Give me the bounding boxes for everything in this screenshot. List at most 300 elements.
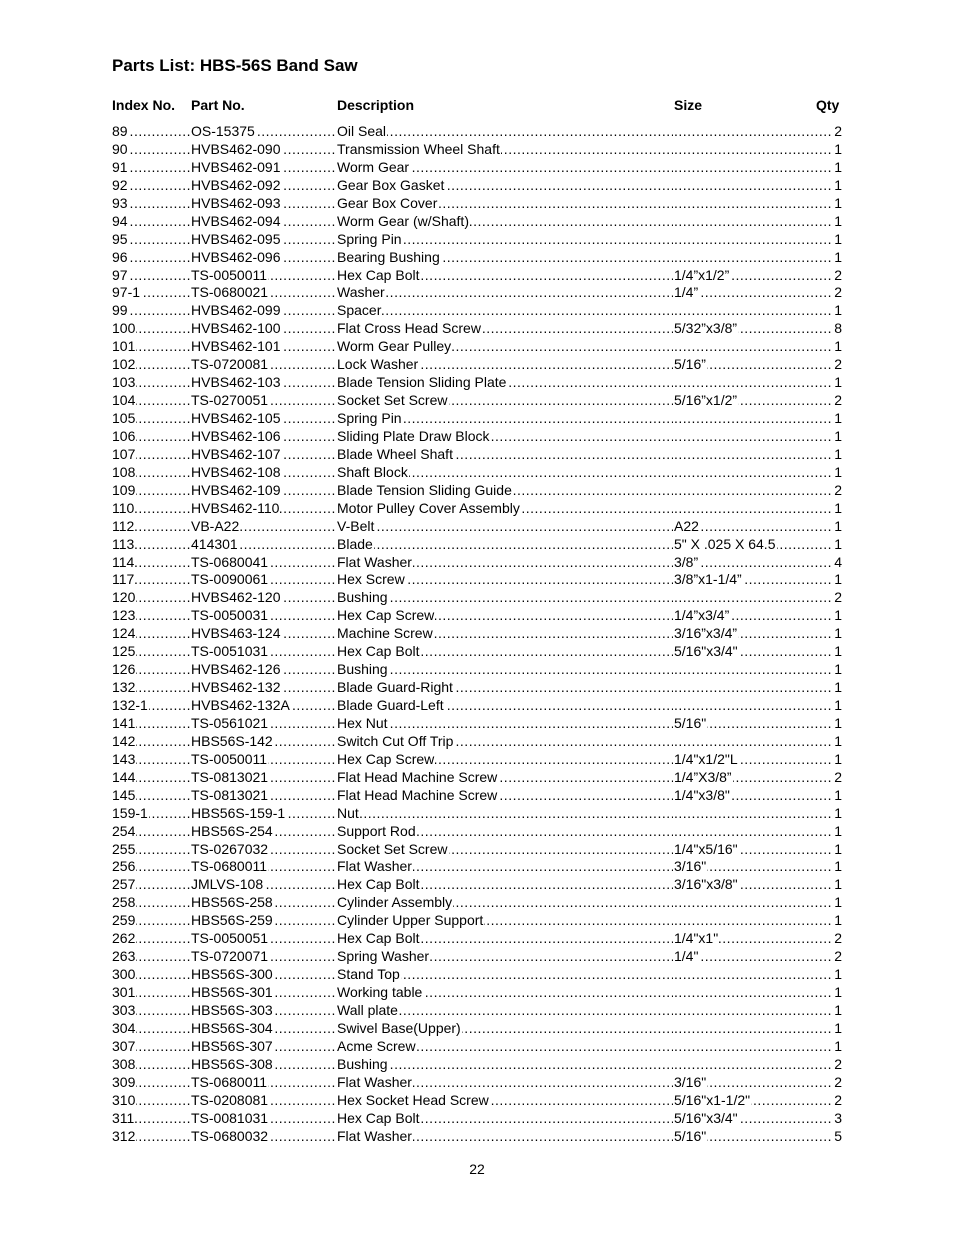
part-number-cell: HVBS462-094 (191, 212, 281, 229)
qty-cell: 1 (834, 176, 842, 193)
index-cell: 113 (112, 535, 135, 552)
part-number-cell: HVBS462-090 (191, 140, 281, 157)
index-cell: 303 (112, 1001, 136, 1018)
part-number-cell: HVBS462-099 (191, 302, 281, 319)
description-cell: Motor Pulley Cover Assembly (337, 499, 520, 516)
index-cell: 259 (112, 912, 136, 929)
qty-cell: 2 (834, 1055, 842, 1072)
description-cell: Support Rod (337, 822, 416, 839)
part-number-cell: HVBS462-109 (191, 481, 281, 498)
qty-cell: 2 (834, 266, 842, 283)
part-number-cell: TS-0267032 (191, 840, 269, 857)
part-number-cell: HVBS462-093 (191, 194, 281, 211)
table-row (112, 1092, 842, 1110)
description-cell: Blade Tension Sliding Guide (337, 481, 512, 498)
size-cell: 3/16”x3/4” (674, 625, 738, 642)
description-cell: Hex Nut (337, 714, 388, 731)
qty-cell: 1 (834, 248, 842, 265)
table-row (112, 715, 842, 733)
table-row (112, 464, 842, 482)
table-row (112, 500, 842, 518)
part-number-cell: HVBS462-120 (191, 589, 281, 606)
part-number-cell: HBS56S-304 (191, 1019, 273, 1036)
index-cell: 255 (112, 840, 136, 857)
part-number-cell: TS-0680032 (191, 1127, 269, 1144)
table-row (112, 141, 842, 159)
table-row (112, 1110, 842, 1128)
index-cell: 256 (112, 858, 136, 875)
qty-cell: 3 (834, 1109, 842, 1126)
part-number-cell: HVBS462-110 (191, 499, 280, 516)
description-cell: Bushing (337, 661, 388, 678)
size-cell: 1/4" (674, 948, 699, 965)
size-cell (674, 984, 675, 1000)
table-row (112, 912, 842, 930)
part-number-cell: TS-0081031 (191, 1109, 269, 1126)
size-cell (674, 912, 675, 928)
description-cell: Shaft Block (337, 463, 408, 480)
index-cell: 308 (112, 1055, 136, 1072)
index-cell: 92 (112, 176, 128, 193)
header-index: Index No. (112, 97, 176, 113)
size-cell: 5/16"x3/4" (674, 643, 738, 660)
qty-cell: 1 (834, 445, 842, 462)
description-cell: Flat Washer (337, 1127, 412, 1144)
part-number-cell: HVBS462-126 (191, 661, 281, 678)
index-cell: 311 (112, 1109, 135, 1126)
table-row (112, 302, 842, 320)
header-part: Part No. (191, 97, 245, 113)
size-cell: 5/16" (674, 1127, 707, 1144)
size-cell: 5" X .025 X 64.5 (674, 535, 776, 552)
size-cell: 3/16" (674, 858, 707, 875)
qty-cell: 2 (834, 1073, 842, 1090)
description-cell: Hex Cap Screw (337, 607, 435, 624)
header-description: Description (337, 97, 415, 113)
qty-cell: 1 (834, 966, 842, 983)
table-row (112, 482, 842, 500)
part-number-cell: HVBS462-091 (191, 158, 281, 175)
table-row (112, 751, 842, 769)
qty-cell: 2 (834, 123, 842, 139)
description-cell: Sliding Plate Draw Block (337, 427, 490, 444)
part-number-cell: TS-0561021 (191, 714, 269, 731)
qty-cell: 2 (834, 356, 842, 373)
size-cell: 1/4”x3/4” (674, 607, 730, 624)
page-number: 22 (469, 1161, 485, 1177)
part-number-cell: TS-0680041 (191, 553, 269, 570)
description-cell: Bearing Bushing (337, 248, 440, 265)
table-row (112, 1074, 842, 1092)
index-cell: 94 (112, 212, 128, 229)
size-cell (674, 141, 675, 157)
part-number-cell: HBS56S-300 (191, 966, 273, 983)
description-cell: Flat Washer (337, 553, 412, 570)
description-cell: Worm Gear (w/Shaft) (337, 212, 469, 229)
size-cell: 1/4"x1/2"L (674, 750, 738, 767)
part-number-cell: HVBS462-096 (191, 248, 281, 265)
qty-cell: 1 (834, 697, 842, 713)
index-cell: 310 (112, 1091, 136, 1108)
qty-cell: 1 (834, 912, 842, 929)
qty-cell: 1 (834, 410, 842, 426)
index-cell: 124 (112, 625, 136, 642)
size-cell (674, 231, 675, 247)
table-row (112, 123, 842, 141)
header-size: Size (674, 97, 703, 113)
qty-cell: 1 (834, 1019, 842, 1036)
size-cell (674, 482, 675, 498)
qty-cell: 2 (834, 1091, 842, 1108)
table-row (112, 625, 842, 643)
index-cell: 120 (112, 589, 136, 606)
description-cell: Flat Cross Head Screw (337, 320, 481, 337)
size-cell (674, 679, 675, 695)
table-row (112, 805, 842, 823)
qty-cell: 1 (834, 661, 842, 678)
qty-cell: 8 (834, 320, 842, 337)
part-number-cell: TS-0680011 (191, 858, 268, 875)
table-row (112, 231, 842, 249)
description-cell: Cylinder Upper Support (337, 912, 484, 929)
size-cell (674, 1002, 675, 1018)
size-cell: 5/16"x3/4" (674, 1109, 738, 1126)
table-row (112, 948, 842, 966)
table-row (112, 374, 842, 392)
index-cell: 110 (112, 499, 135, 516)
table-row (112, 894, 842, 912)
size-cell (674, 123, 675, 139)
part-number-cell: TS-0813021 (191, 768, 269, 785)
table-row (112, 607, 842, 625)
size-cell (674, 464, 675, 480)
part-number-cell: HVBS462-100 (191, 320, 281, 337)
size-cell (674, 1020, 675, 1036)
description-cell: Flat Head Machine Screw (337, 786, 498, 803)
part-number-cell: TS-0051031 (191, 643, 269, 660)
qty-cell: 1 (834, 984, 842, 1000)
index-cell: 301 (112, 984, 136, 1000)
part-number-cell: TS-0720071 (191, 948, 269, 965)
size-cell (674, 302, 675, 318)
size-cell (674, 589, 675, 605)
table-row (112, 1020, 842, 1038)
table-row (112, 213, 842, 231)
table-row (112, 267, 842, 285)
part-number-cell: TS-0720081 (191, 356, 269, 373)
part-number-cell: TS-0208081 (191, 1091, 269, 1108)
qty-cell: 1 (834, 194, 842, 211)
size-cell (674, 428, 675, 444)
table-row (112, 159, 842, 177)
index-cell: 132 (112, 679, 136, 696)
size-cell: 5/16” (674, 356, 706, 373)
index-cell: 117 (112, 571, 135, 588)
table-row (112, 195, 842, 213)
description-cell: Spring Pin (337, 230, 402, 247)
table-row (112, 841, 842, 859)
part-number-cell: 414301 (191, 535, 238, 552)
index-cell: 145 (112, 786, 136, 803)
size-cell (674, 338, 675, 354)
part-number-cell: HVBS462-092 (191, 176, 281, 193)
index-cell: 125 (112, 643, 136, 660)
index-cell: 95 (112, 230, 128, 247)
size-cell (674, 1038, 675, 1054)
table-row (112, 966, 842, 984)
qty-cell: 1 (834, 607, 842, 624)
qty-cell: 1 (834, 732, 842, 749)
part-number-cell: HVBS462-095 (191, 230, 281, 247)
qty-cell: 1 (834, 140, 842, 157)
description-cell: Working table (337, 984, 423, 1000)
qty-cell: 2 (834, 930, 842, 947)
table-row (112, 554, 842, 572)
qty-cell: 2 (834, 768, 842, 785)
description-cell: Spacer (337, 302, 382, 319)
table-row (112, 679, 842, 697)
table-row (112, 930, 842, 948)
description-cell: Hex Screw (337, 571, 405, 588)
index-cell: 132-1 (112, 697, 148, 713)
index-cell: 91 (112, 158, 128, 175)
header-qty: Qty (816, 97, 840, 113)
size-cell (674, 159, 675, 175)
part-number-cell: OS-15375 (191, 123, 255, 139)
index-cell: 97 (112, 266, 128, 283)
index-cell: 97-1 (112, 284, 141, 301)
qty-cell: 1 (834, 1001, 842, 1018)
index-cell: 142 (112, 732, 136, 749)
page-title: Parts List: HBS-56S Band Saw (112, 56, 358, 75)
size-cell (674, 500, 675, 516)
table-row (112, 446, 842, 464)
description-cell: Blade Guard-Left (337, 697, 444, 713)
description-cell: Acme Screw (337, 1037, 416, 1054)
index-cell: 141 (112, 714, 136, 731)
size-cell (674, 374, 675, 390)
size-cell: A22 (674, 517, 699, 534)
index-cell: 123 (112, 607, 136, 624)
size-cell: 1/4"x3/8" (674, 786, 730, 803)
qty-cell: 1 (834, 894, 842, 911)
index-cell: 112 (112, 517, 135, 534)
index-cell: 114 (112, 553, 135, 570)
table-row (112, 410, 842, 428)
table-row (112, 320, 842, 338)
index-cell: 257 (112, 876, 136, 893)
index-cell: 254 (112, 822, 136, 839)
size-cell: 1/4”x1/2” (674, 266, 730, 283)
part-number-cell: TS-0680011 (191, 1073, 268, 1090)
index-cell: 108 (112, 463, 136, 480)
index-cell: 300 (112, 966, 136, 983)
index-cell: 101 (112, 338, 136, 355)
part-number-cell: HBS56S-301 (191, 984, 273, 1000)
table-row (112, 769, 842, 787)
part-number-cell: HBS56S-259 (191, 912, 273, 929)
description-cell: Socket Set Screw (337, 392, 448, 409)
index-cell: 93 (112, 194, 128, 211)
qty-cell: 1 (834, 374, 842, 391)
index-cell: 304 (112, 1019, 136, 1036)
qty-cell: 5 (834, 1127, 842, 1144)
description-cell: Gear Box Gasket (337, 176, 445, 193)
qty-cell: 2 (834, 284, 842, 301)
qty-cell: 1 (834, 499, 842, 516)
size-cell: 3/8” (674, 553, 699, 570)
index-cell: 105 (112, 410, 136, 426)
qty-cell: 1 (834, 876, 842, 893)
size-cell: 3/8”x1-1/4” (674, 571, 742, 588)
table-row (112, 823, 842, 841)
part-number-cell: HVBS462-107 (191, 445, 281, 462)
qty-cell: 1 (834, 786, 842, 803)
table-row (112, 787, 842, 805)
part-number-cell: TS-0050011 (191, 266, 268, 283)
size-cell (674, 823, 675, 839)
size-cell: 3/16"x3/8" (674, 876, 738, 893)
part-number-cell: HVBS462-101 (191, 338, 281, 355)
description-cell: Washer (337, 284, 385, 301)
part-number-cell: HBS56S-254 (191, 822, 273, 839)
table-row (112, 518, 842, 536)
table-row (112, 284, 842, 302)
size-cell (674, 213, 675, 229)
part-number-cell: HBS56S-308 (191, 1055, 273, 1072)
table-row (112, 1128, 842, 1146)
index-cell: 309 (112, 1073, 136, 1090)
description-cell: Flat Washer (337, 858, 412, 875)
description-cell: Hex Cap Bolt (337, 930, 420, 947)
description-cell: Hex Cap Bolt (337, 266, 420, 283)
index-cell: 89 (112, 123, 128, 139)
part-number-cell: HVBS463-124 (191, 625, 281, 642)
description-cell: Blade Wheel Shaft (337, 445, 453, 462)
size-cell (674, 697, 675, 713)
part-number-cell: TS-0050011 (191, 750, 268, 767)
table-row (112, 1038, 842, 1056)
table-row (112, 589, 842, 607)
index-cell: 102 (112, 356, 136, 373)
description-cell: Flat Washer (337, 1073, 412, 1090)
qty-cell: 1 (834, 427, 842, 444)
table-row (112, 643, 842, 661)
qty-cell: 1 (834, 158, 842, 175)
index-cell: 144 (112, 768, 136, 785)
qty-cell: 1 (834, 750, 842, 767)
index-cell: 96 (112, 248, 128, 265)
description-cell: Spring Pin (337, 410, 402, 426)
part-number-cell: HVBS462-105 (191, 410, 281, 426)
size-cell (674, 195, 675, 211)
qty-cell: 1 (834, 571, 842, 588)
qty-cell: 1 (834, 840, 842, 857)
description-cell: Bushing (337, 589, 388, 606)
table-row (112, 733, 842, 751)
size-cell (674, 410, 675, 426)
qty-cell: 1 (834, 230, 842, 247)
part-number-cell: TS-0050051 (191, 930, 269, 947)
table-row (112, 697, 842, 715)
description-cell: Stand Top (337, 966, 400, 983)
part-number-cell: HVBS462-106 (191, 427, 281, 444)
size-cell: 1/4"x1" (674, 930, 719, 947)
description-cell: Hex Cap Bolt (337, 876, 420, 893)
part-number-cell: HBS56S-159-1 (191, 804, 286, 821)
index-cell: 104 (112, 392, 136, 409)
description-cell: Gear Box Cover (337, 194, 438, 211)
description-cell: Wall plate (337, 1001, 398, 1018)
description-cell: Machine Screw (337, 625, 433, 642)
table-row (112, 876, 842, 894)
qty-cell: 2 (834, 392, 842, 409)
description-cell: Flat Head Machine Screw (337, 768, 498, 785)
part-number-cell: HVBS462-132 (191, 679, 281, 696)
qty-cell: 1 (834, 212, 842, 229)
index-cell: 126 (112, 661, 136, 678)
part-number-cell: HVBS462-132A (191, 697, 290, 713)
index-cell: 263 (112, 948, 136, 965)
size-cell (674, 733, 675, 749)
part-number-cell: HVBS462-108 (191, 463, 281, 480)
description-cell: Nut (337, 804, 359, 821)
table-row (112, 338, 842, 356)
part-number-cell: TS-0680021 (191, 284, 269, 301)
index-cell: 159-1 (112, 804, 148, 821)
table-row (112, 536, 842, 554)
size-cell: 1/4” (674, 284, 699, 301)
qty-cell: 1 (834, 679, 842, 696)
index-cell: 312 (112, 1127, 136, 1144)
table-row (112, 858, 842, 876)
size-cell (674, 805, 675, 821)
description-cell: Worm Gear Pulley (337, 338, 452, 355)
size-cell: 5/16"x1-1/2" (674, 1091, 751, 1108)
description-cell: Hex Socket Head Screw (337, 1091, 489, 1108)
part-number-cell: HBS56S-307 (191, 1037, 273, 1054)
qty-cell: 1 (834, 535, 842, 552)
table-row (112, 571, 842, 589)
size-cell: 1/4"x5/16" (674, 840, 738, 857)
part-number-cell: HBS56S-258 (191, 894, 273, 911)
size-cell: 5/16" (674, 714, 707, 731)
index-cell: 106 (112, 427, 136, 444)
part-number-cell: TS-0050031 (191, 607, 269, 624)
index-cell: 262 (112, 930, 136, 947)
table-row (112, 428, 842, 446)
description-cell: Swivel Base(Upper) (337, 1019, 461, 1036)
size-cell: 3/16" (674, 1073, 707, 1090)
table-row (112, 984, 842, 1002)
table-row (112, 661, 842, 679)
size-cell: 5/16”x1/2” (674, 392, 738, 409)
index-cell: 109 (112, 481, 136, 498)
description-cell: Switch Cut Off Trip (337, 732, 454, 749)
description-cell: Lock Washer (337, 356, 419, 373)
qty-cell: 1 (834, 858, 842, 875)
part-number-cell: JMLVS-108 (191, 876, 264, 893)
qty-cell: 1 (834, 1037, 842, 1054)
size-cell (674, 1056, 675, 1072)
size-cell: 5/32”x3/8” (674, 320, 738, 337)
description-cell: Blade Guard-Right (337, 679, 453, 696)
index-cell: 103 (112, 374, 136, 391)
index-cell: 90 (112, 140, 128, 157)
description-cell: Bushing (337, 1055, 388, 1072)
part-number-cell: TS-0813021 (191, 786, 269, 803)
description-cell: Hex Cap Bolt (337, 643, 420, 660)
